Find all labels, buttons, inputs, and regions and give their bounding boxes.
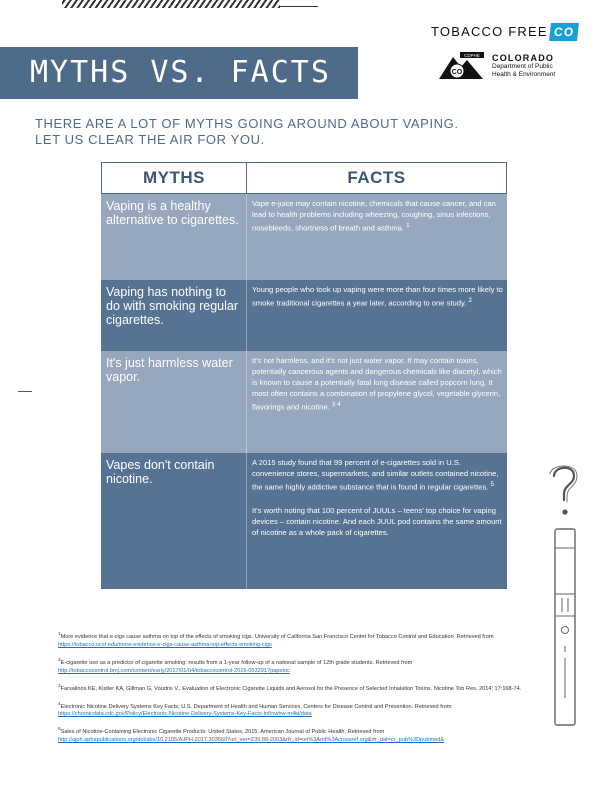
footnote-text: Sales of Nicotine-Containing Electronic Cigarette Products: United States, 2015. American Journal of Public Health. Retrieved from <box>60 729 385 736</box>
intro-text <box>35 116 495 148</box>
fact-reference: 1 <box>406 222 410 229</box>
myths-column-header: MYTHS <box>102 163 247 193</box>
cdphe-logo <box>437 52 597 82</box>
fact-reference: 5 <box>490 481 495 488</box>
footnote-text: More evidence that e-cigs cause asthma on top of the effects of smoking cigs. University of California San Francisco Center for Tobacco Control and Education. Retrieved from <box>60 633 494 640</box>
fact-cell <box>247 194 507 280</box>
fact-text: Young people who took up vaping were more than four times more likely to smoke traditional cigarettes a year later, according to one study. <box>252 285 503 308</box>
intro-line-1: THERE ARE A LOT OF MYTHS GOING AROUND ABOUT VAPING. <box>35 116 459 131</box>
fact-text: It's not harmless, and it's not just water vapor. It may contain toxins, potentially cancerous agents and dangerous chemicals like diacetyl, which is known to cause a potentially fatal lung disease called popcorn lung. It most often contains a combination of propylene glycol, vegetable glycerin, flavorings and nicotine. <box>252 356 502 412</box>
side-dash-decoration <box>18 391 32 392</box>
vape-pen-icon <box>553 528 577 728</box>
fact-reference: 2 <box>468 297 472 304</box>
footnote-link[interactable]: http://tobaccocontrol.bmj.com/content/early/2017/01/04/tobaccocontrol-2016-053291?papetoc <box>58 667 290 674</box>
table-header <box>101 162 507 194</box>
footnote-text: E-cigarette use as a predictor of cigarette smoking: results from a 1-year follow-up of a national sample of 12th grade students. Retrieved from <box>60 659 413 666</box>
fact-text: Vape e-juice may contain nicotine, chemicals that cause cancer, and can lead to health problems including wheezing, coughing, sinus infections, nosebleeds, shortness of breath and asthma. <box>252 199 496 233</box>
footnote-link[interactable]: http://ajph.aphapublications.org/doi/abs/10.2105/AJPH.2017.303660?url_ver=Z39.88-2003&rfr_id=ori%3Arid%3Acrossref.org&rfr_dat=cr_pub%3Dpubmed& <box>58 737 445 744</box>
footnote <box>58 700 528 719</box>
cdphe-dept-line2: Health & Environment <box>492 71 556 78</box>
footnote-text: Electronic Nicotine Delivery Systems Key Facts; U.S. Department of Health and Human Services, Centers for Disease Control and Prevention. Retrieved from <box>60 703 452 710</box>
footnote <box>58 725 528 744</box>
footnote-link[interactable]: https://chronicdata.cdc.gov/Policy/Electronic-Nicotine-Delivery-Systems-Key-Facts-Inf/nwhw-m4ki/data <box>58 711 312 718</box>
footnote-number: 2 <box>58 656 61 662</box>
top-line-decoration <box>280 6 318 7</box>
table-row <box>101 194 507 280</box>
fact-reference: 3 4 <box>331 401 341 408</box>
page-title: MYTHS VS. FACTS <box>0 47 358 99</box>
fact-text: A 2015 study found that 99 percent of e-cigarettes sold in U.S. convenience stores, supermarkets, and similar outlets contained nicotine, the same highly addictive substance that is found in regular cigarettes. <box>252 458 499 492</box>
brand-text: TOBACCO FREE <box>431 24 548 39</box>
tobacco-free-co-logo <box>431 23 578 41</box>
cdphe-dept-line1: Department of Public <box>492 63 553 70</box>
myth-cell: Vaping has nothing to do with smoking regular cigarettes. <box>101 280 247 351</box>
question-mark-icon <box>546 460 582 520</box>
fact-cell <box>247 453 507 589</box>
footnote-number: 1 <box>58 631 61 636</box>
brand-badge: CO <box>549 23 579 41</box>
table-row <box>101 280 507 351</box>
fact-cell <box>247 280 507 351</box>
myth-cell: Vapes don't contain nicotine. <box>101 453 247 589</box>
facts-column-header: FACTS <box>347 168 406 187</box>
top-hatch-decoration <box>62 0 280 8</box>
fact-text-2: It's worth noting that 100 percent of JUULs – teens' top choice for vaping devices – contain nicotine. And each JUUL pod contains the same amount of nicotine as a whole pack of cigarettes. <box>252 505 502 537</box>
footnote-number: 3 <box>58 682 61 688</box>
footnote <box>58 682 528 693</box>
footnotes <box>58 630 528 751</box>
cdphe-logo-icon <box>437 52 485 80</box>
svg-text:CO: CO <box>451 69 463 76</box>
intro-line-2: LET US CLEAR THE AIR FOR YOU. <box>35 132 265 147</box>
cdphe-badge-text: CDPHE <box>464 53 480 58</box>
footnote-text: Farsalinos KE, Kistler KA, Gillman G, Voudris V., Evaluation of Electronic Cigarette Liquids and Aerosol for the Presence of Selected Inhalation Toxins. Nicotine Tob Res. 2014; 17:168-74. <box>60 685 522 692</box>
table-row <box>101 453 507 589</box>
footnote <box>58 630 528 649</box>
myth-cell: It's just harmless water vapor. <box>101 351 247 453</box>
footnote-number: 4 <box>58 700 61 706</box>
footnote-link[interactable]: https://tobacco.ucsf.edu/more-evidence-e-cigs-cause-asthma-top-effects-smoking-cigs <box>58 641 272 648</box>
cdphe-text <box>492 53 555 79</box>
myth-cell: Vaping is a healthy alternative to cigarettes. <box>101 194 247 280</box>
cdphe-state: COLORADO <box>492 53 555 63</box>
footnote-number: 5 <box>58 726 61 732</box>
footnote <box>58 656 528 675</box>
fact-cell <box>247 351 507 453</box>
table-row <box>101 351 507 453</box>
myths-facts-table <box>101 162 507 589</box>
